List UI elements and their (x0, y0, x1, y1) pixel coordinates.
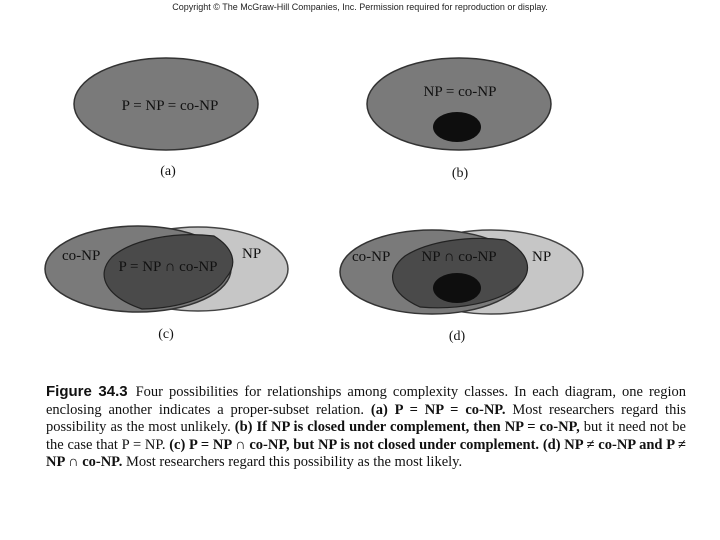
caption-bold-d: (d) NP ≠ co-NP and P ≠ NP ∩ co-NP. (46, 436, 687, 470)
caption-text-3: but it need not be the case that P = NP. (46, 419, 686, 453)
caption-bold-b: (b) If NP is closed under complement, then NP = co-NP, (234, 419, 580, 435)
diagram-d-np-label: NP (532, 249, 552, 265)
diagram-a-label: P = NP = co-NP (121, 98, 219, 114)
figure-caption (46, 383, 686, 472)
diagram-d-sublabel: (d) (448, 329, 466, 344)
diagram-b (367, 58, 551, 181)
diagram-a (74, 58, 258, 179)
caption-text-1: Four possibilities for relationships among complexity classes. In each diagram, one region enclosing another indicates a proper-subset relation. (46, 384, 686, 418)
figure-number: Figure 34.3 (46, 383, 128, 400)
caption-bold-c: (c) P = NP ∩ co-NP, but NP is not closed under complement. (169, 436, 540, 453)
diagram-c-conp-label: co-NP (62, 248, 101, 264)
caption-text-5: Most researchers regard this possibility as the most likely. (122, 454, 463, 470)
diagram-c-np-label: NP (242, 246, 262, 262)
diagram-b-p-ellipse (433, 112, 481, 142)
diagram-c-sublabel: (c) (158, 327, 174, 342)
diagram-c (45, 226, 288, 342)
diagram-c-center-label: P = NP ∩ co-NP (118, 259, 218, 275)
diagram-d-conp-label: co-NP (352, 249, 391, 265)
diagram-d-center-label: NP ∩ co-NP (421, 249, 497, 265)
caption-text-2: Most researchers regard this possibility as the most unlikely. (46, 401, 686, 435)
diagram-b-label: NP = co-NP (423, 84, 497, 100)
diagram-a-sublabel: (a) (160, 164, 176, 179)
caption-bold-a: (a) P = NP = co-NP. (370, 401, 506, 418)
diagram-d (340, 230, 583, 344)
diagram-b-sublabel: (b) (451, 166, 469, 181)
copyright-notice: Copyright © The McGraw-Hill Companies, Inc. Permission required for reproduction or display. (172, 2, 548, 12)
diagram-d-p-ellipse (433, 273, 481, 303)
